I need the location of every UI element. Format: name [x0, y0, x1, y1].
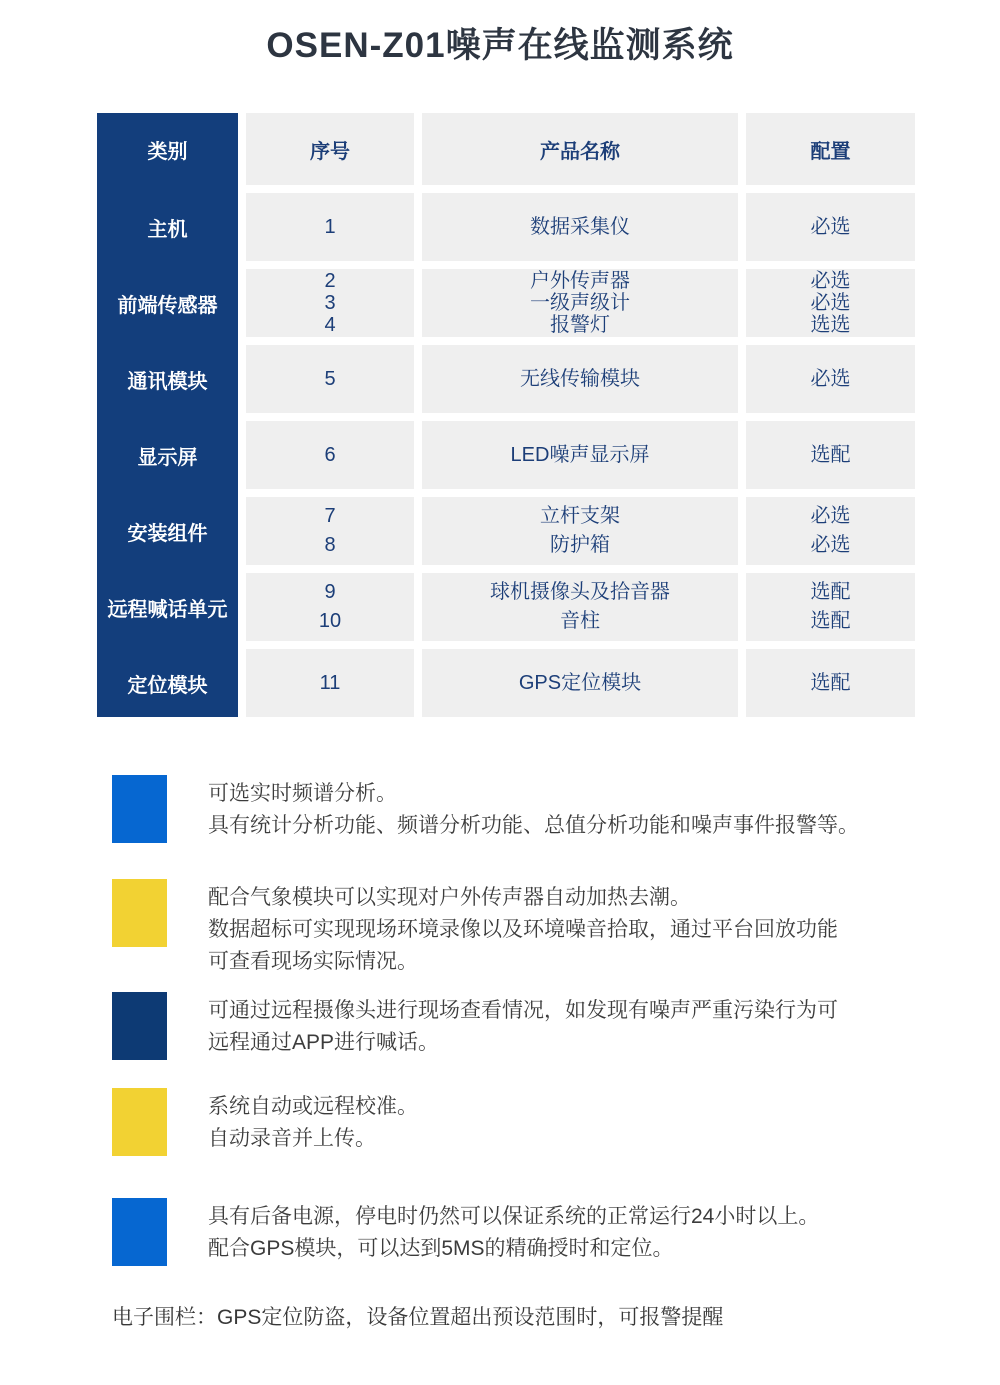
feature-spectrum-analysis: [112, 775, 1000, 843]
feature-text: 可通过远程摄像头进行现场查看情况，如发现有噪声严重污染行为可 远程通过APP进行喊话。: [208, 999, 838, 1054]
feature-backup-power: [112, 1198, 1000, 1266]
cell-name: 户外传声器 一级声级计 报警灯: [422, 269, 738, 337]
feature-list: [112, 775, 1000, 1266]
blue-marker-square: [112, 775, 167, 843]
feature-text: 配合气象模块可以实现对户外传声器自动加热去潮。 数据超标可实现现场环境录像以及环境噪音拾取，通过平台回放功能 可查看现场实际情况。: [208, 886, 838, 973]
cell-no: 2 3 4: [246, 269, 414, 337]
feature-weather-module: [112, 879, 1000, 978]
cell-config: 必选: [746, 193, 915, 261]
cell-name: 数据采集仪: [422, 193, 738, 261]
category-label: 远程喊话单元: [107, 598, 228, 621]
feature-text: 系统自动或远程校准。 自动录音并上传。: [208, 1095, 418, 1150]
page-title: OSEN-Z01噪声在线监测系统: [266, 26, 734, 65]
feature-text: 可选实时频谱分析。 具有统计分析功能、频谱分析功能、总值分析功能和噪声事件报警等。: [208, 782, 859, 837]
cell-config: 必选 必选: [746, 497, 915, 565]
header-no: 序号: [246, 113, 414, 185]
cell-name: 无线传输模块: [422, 345, 738, 413]
cell-name: 球机摄像头及拾音器 音柱: [422, 573, 738, 641]
cell-name: 立杆支架 防护箱: [422, 497, 738, 565]
header-config: 配置: [746, 113, 915, 185]
cell-no: 9 10: [246, 573, 414, 641]
category-label: 主机: [147, 218, 188, 241]
feature-text: 具有后备电源，停电时仍然可以保证系统的正常运行24小时以上。 配合GPS模块，可以达到5MS的精确授时和定位。: [208, 1205, 820, 1260]
cell-no: 11: [246, 649, 414, 717]
product-table: [97, 113, 915, 717]
category-label: 定位模块: [127, 674, 208, 697]
electronic-fence-note: 电子围栏：GPS定位防盗，设备位置超出预设范围时，可报警提醒: [112, 1306, 724, 1329]
cell-config: 选配: [746, 421, 915, 489]
blue-marker-square: [112, 1198, 167, 1266]
navy-marker-square: [112, 992, 167, 1060]
yellow-marker-square: [112, 1088, 167, 1156]
cell-no: 7 8: [246, 497, 414, 565]
category-label: 安装组件: [127, 522, 208, 545]
feature-auto-calibration: [112, 1088, 1000, 1156]
cell-no: 1: [246, 193, 414, 261]
cell-config: 必选: [746, 345, 915, 413]
header-name: 产品名称: [422, 113, 738, 185]
cell-no: 6: [246, 421, 414, 489]
category-label: 显示屏: [137, 446, 198, 469]
cell-name: GPS定位模块: [422, 649, 738, 717]
cell-config: 必选 必选 选选: [746, 269, 915, 337]
feature-remote-camera: [112, 992, 1000, 1060]
cell-name: LED噪声显示屏: [422, 421, 738, 489]
cell-config: 选配 选配: [746, 573, 915, 641]
header-category: 类别: [147, 140, 188, 163]
category-label: 前端传感器: [117, 294, 218, 317]
cell-no: 5: [246, 345, 414, 413]
cell-config: 选配: [746, 649, 915, 717]
category-label: 通讯模块: [127, 370, 208, 393]
yellow-marker-square: [112, 879, 167, 947]
